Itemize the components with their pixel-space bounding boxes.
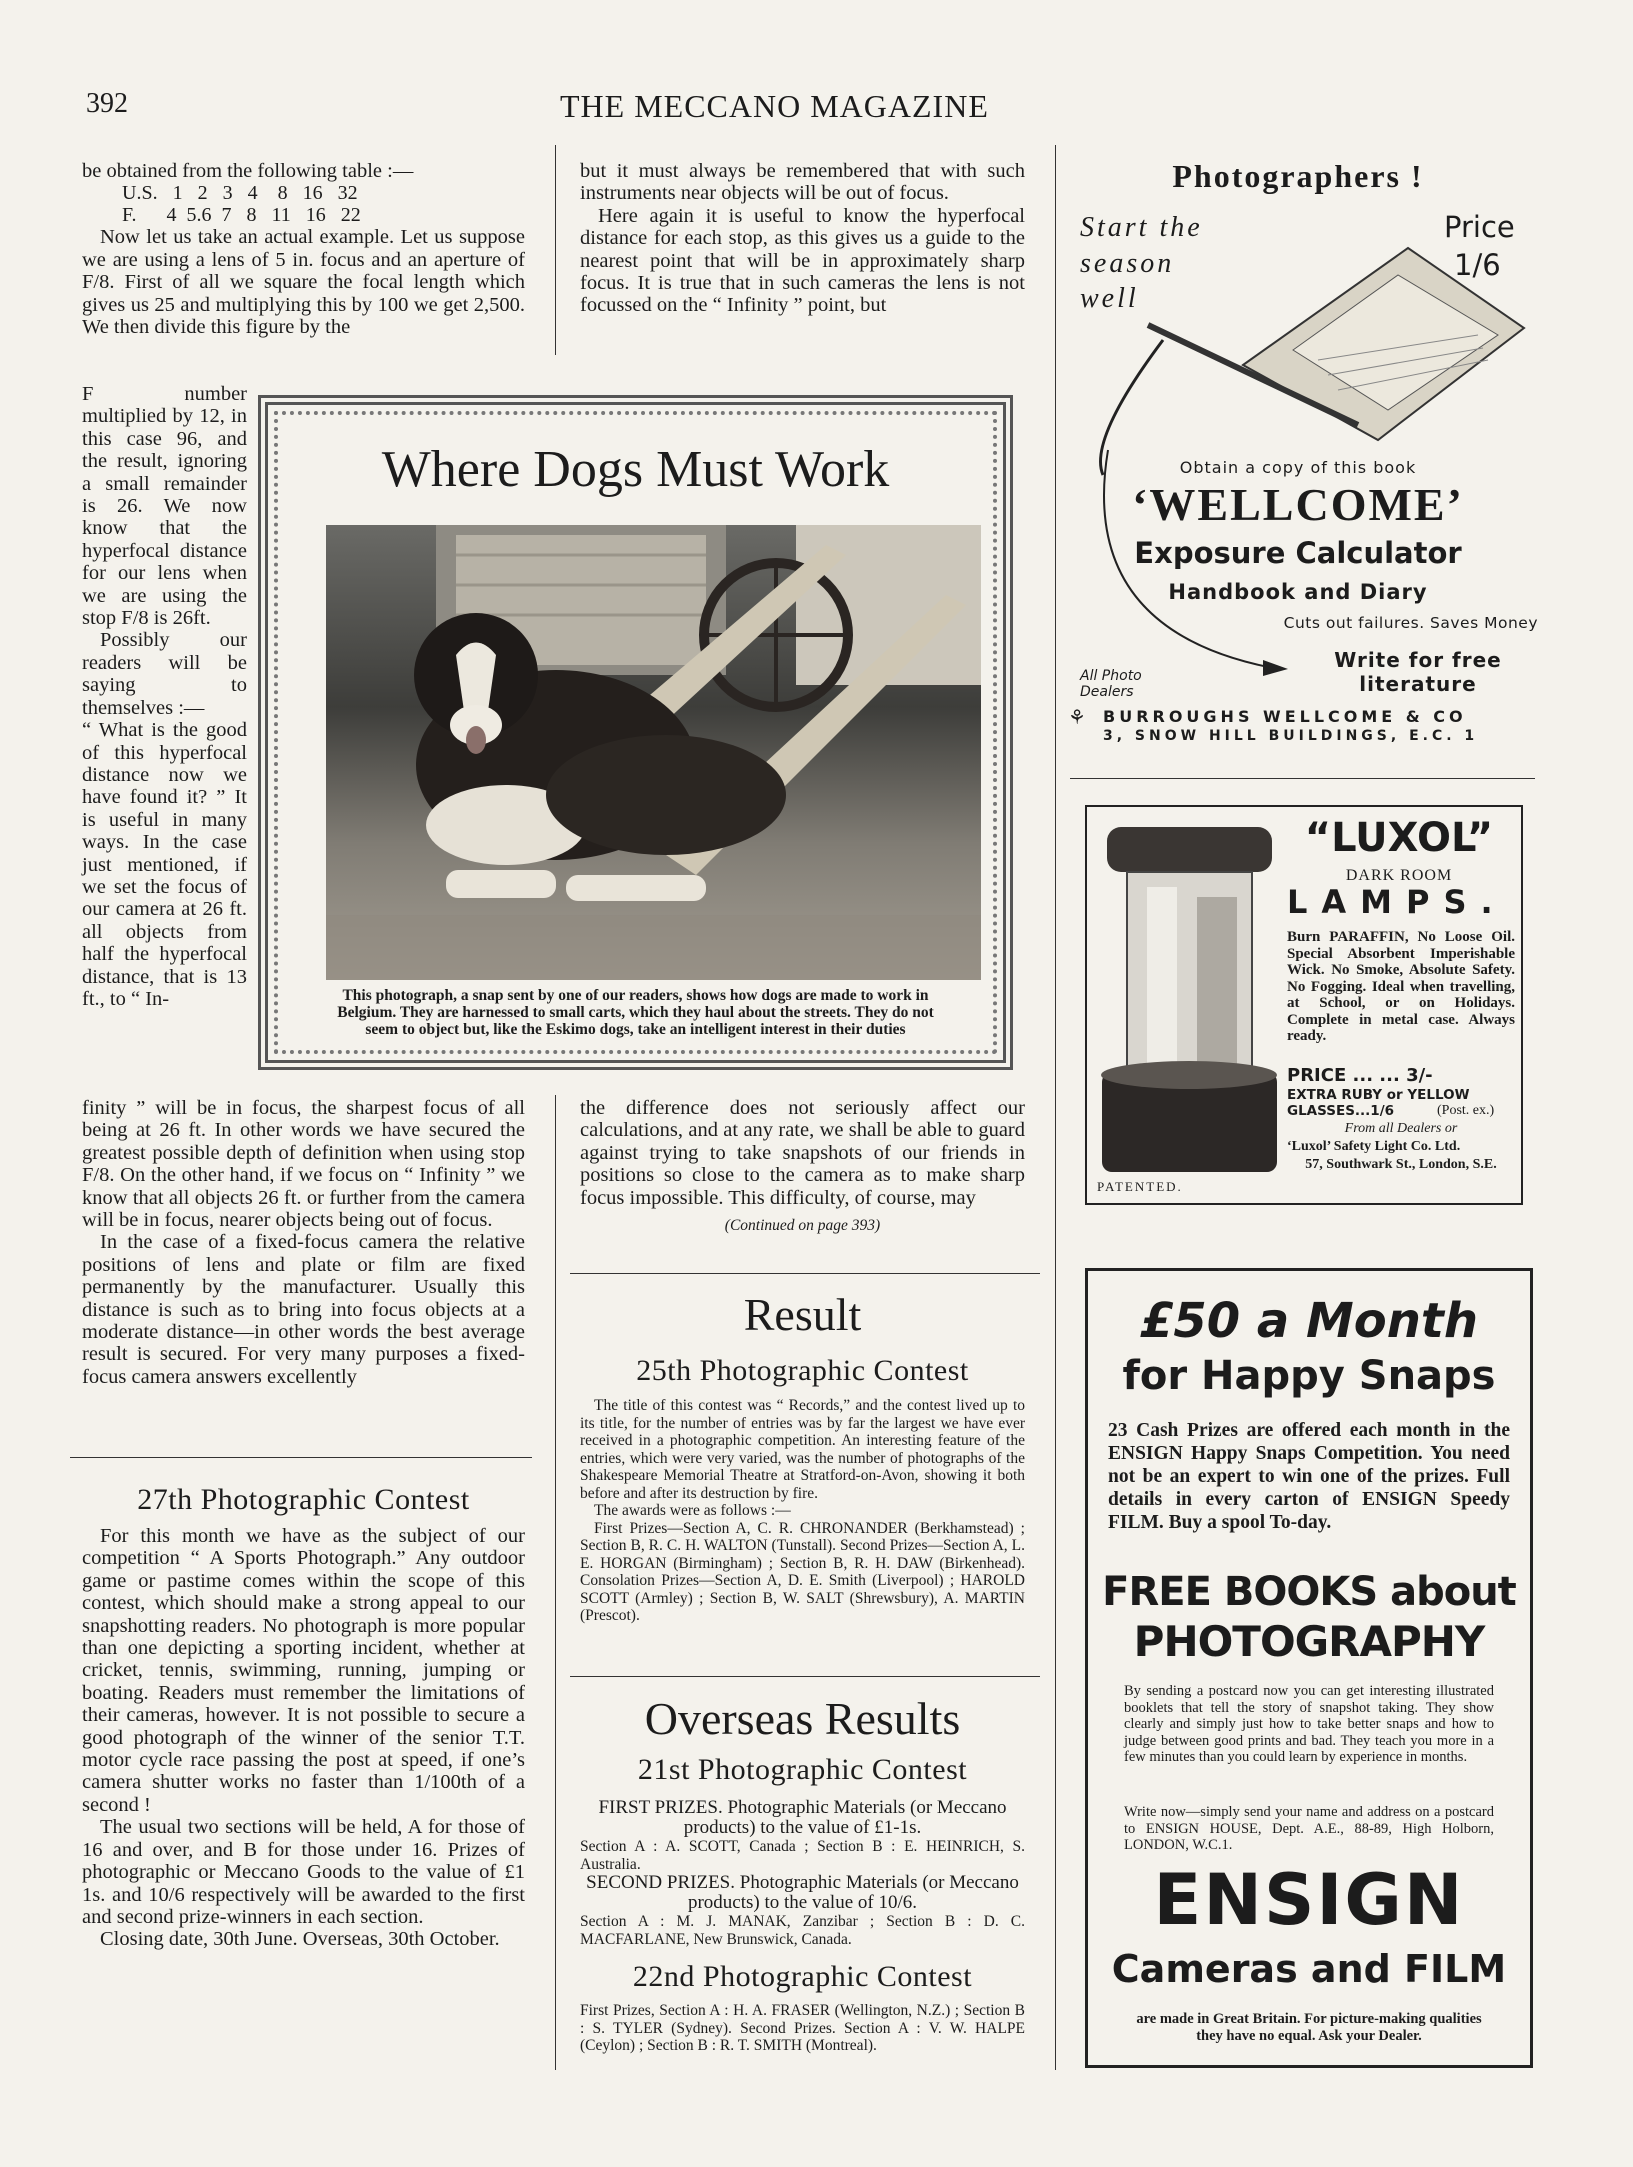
luxol-patented: PATENTED. <box>1097 1179 1183 1194</box>
photo-caption: This photograph, a snap sent by one of our readers, shows how dogs are made to work in Belgium. They are harnessed to small carts, which they haul about the streets. They do not seem to object but, like the Eskimo dogs, take an intelligent interest in their duties <box>337 987 934 1038</box>
ensign-free2: PHOTOGRAPHY <box>1133 1617 1485 1666</box>
luxol-company: ‘Luxol’ Safety Light Co. Ltd. <box>1287 1139 1461 1154</box>
ensign-advert <box>1085 1268 1533 2068</box>
paragraph: F number multiplied by 12, in this case 96, and the result, ignoring a small remainder is 26. We now know that the hyperfocal distance for our lens when we are using the stop F/8 is 26ft. <box>82 383 247 630</box>
ad-tagline-2: season <box>1080 248 1175 279</box>
article-col2-top <box>580 160 1025 317</box>
paragraph: Section A : M. J. MANAK, Zanzibar ; Section B : D. C. MACFARLANE, New Brunswick, Canada. <box>580 1913 1025 1948</box>
ad-tagline-3: well <box>1080 283 1139 314</box>
luxol-from: From all Dealers or <box>1344 1121 1458 1136</box>
paragraph: but it must always be remembered that with such instruments near objects will be out of focus. <box>580 160 1025 205</box>
ad-obtain: Obtain a copy of this book <box>1179 458 1417 477</box>
paragraph: be obtained from the following table :— <box>82 160 414 182</box>
ad-headline: Photographers ! <box>1172 158 1424 194</box>
section-rule <box>70 1457 532 1458</box>
table-f-row: F. 4 5.6 7 8 11 16 22 <box>122 204 361 227</box>
ensign-foot: are made in Great Britain. For picture-making qualities they have no equal. Ask your Dealer. <box>1136 2011 1482 2044</box>
ensign-free1: FREE BOOKS about <box>1102 1569 1516 1615</box>
article-col1-bottom <box>82 1097 525 1388</box>
ad-product: Exposure Calculator <box>1134 536 1462 570</box>
article-col1-narrow <box>82 383 247 1010</box>
ad-address: 3, SNOW HILL BUILDINGS, E.C. 1 <box>1103 728 1479 744</box>
paragraph: the difference does not seriously affect our calculations, and at any rate, we shall be able to guard against trying to take snapshots of our friends in positions so close to the camera as to make sharp focus impossible. This difficulty, of course, may <box>580 1097 1025 1209</box>
contest27-body <box>82 1525 525 1951</box>
luxol-brand: “LUXOL” <box>1304 815 1494 861</box>
magazine-title: THE MECCANO MAGAZINE <box>560 88 989 124</box>
ad-dealers: All Photo Dealers <box>1080 668 1142 700</box>
paragraph: Section A : A. SCOTT, Canada ; Section B : E. HEINRICH, S. Australia. <box>580 1838 1025 1873</box>
luxol-postex: (Post. ex.) <box>1437 1103 1495 1118</box>
ad-sub: Handbook and Diary <box>1168 580 1428 604</box>
ensign-body: 23 Cash Prizes are offered each month in the ENSIGN Happy Snaps Competition. You need not be an expert to win one of the prizes. Full details in every carton of ENSIGN Speedy FILM. Buy a spool To-day. <box>1108 1420 1510 1533</box>
ensign-logo: ENSIGN <box>1153 1859 1465 1941</box>
luxol-price: PRICE ... ... 3/- <box>1287 1065 1433 1086</box>
paragraph: SECOND PRIZES. Photographic Materials (or Meccano products) to the value of 10/6. <box>586 1872 1019 1913</box>
luxol-extra: EXTRA RUBY or YELLOW GLASSES...1/6 <box>1287 1087 1470 1119</box>
ensign-head1: £50 a Month <box>1139 1293 1479 1349</box>
paragraph: Closing date, 30th June. Overseas, 30th October. <box>100 1928 500 1951</box>
luxol-body: Burn PARAFFIN, No Loose Oil. Special Absorbent Imperishable Wick. No Smoke, Absolute Safety. No Fogging. Ideal when travelling, at School, or on Holidays. Complete in metal case. Always ready. <box>1287 929 1515 1044</box>
wellcome-advert <box>1058 150 1538 760</box>
luxol-lamps: LAMPS. <box>1287 883 1507 921</box>
section-rule <box>570 1676 1040 1677</box>
paragraph: The awards were as follows :— <box>594 1502 791 1519</box>
luxol-advert <box>1085 805 1523 1205</box>
section-rule <box>570 1273 1040 1274</box>
paragraph: “ What is the good of this hyperfocal distance now we have found it? ” It is useful in many ways. In the case just mentioned, if we set the focus of our camera at 26 ft. all objects from half the hyperfocal distance, that is 13 ft., to “ In- <box>82 719 247 1010</box>
paragraph: Possibly our readers will be saying to themselves :— <box>82 629 247 719</box>
ad-company: BURROUGHS WELLCOME & CO <box>1103 707 1467 726</box>
company-logo-icon: ⚘ <box>1068 705 1086 729</box>
result-subtitle: 25th Photographic Contest <box>636 1354 969 1387</box>
overseas-22-body: First Prizes, Section A : H. A. FRASER (Wellington, N.Z.) ; Section B : S. TYLER (Sydney). Second Prizes. Section A : V. W. HALPE (Ceylon) ; Section B : R. T. SMITH (Montreal). <box>580 2002 1025 2054</box>
ad-cuts: Cuts out failures. Saves Money <box>1283 614 1538 632</box>
overseas-subtitle-21: 21st Photographic Contest <box>637 1753 968 1786</box>
ad-price: 1/6 <box>1454 248 1501 282</box>
paragraph: In the case of a fixed-focus camera the relative positions of lens and plate or film are fixed permanently by the manufacturer. Usually this distance is such as to bring into focus objects at a moderate distance—in other words the best average result is secured. For very many purposes a fixed-focus camera answers excellently <box>82 1231 525 1388</box>
article-col2-bottom <box>580 1097 1025 1237</box>
luxol-address: 57, Southwark St., London, S.E. <box>1305 1157 1497 1172</box>
overseas-21-body <box>580 1798 1025 1948</box>
paragraph: FIRST PRIZES. Photographic Materials (or Meccano products) to the value of £1-1s. <box>598 1797 1007 1838</box>
arrow-icon <box>1088 440 1308 690</box>
ad-tagline-1: Start the <box>1080 212 1203 243</box>
overseas-subtitle-22: 22nd Photographic Contest <box>632 1960 973 1993</box>
column-rule <box>1055 145 1056 2070</box>
paragraph: Now let us take an actual example. Let us suppose we are using a lens of 5 in. focus and an aperture of F/8. First of all we square the focal length which gives us 25 and multiplying this by 100 we get 2,500. We then divide this figure by the <box>82 226 525 339</box>
luxol-sub: DARK ROOM <box>1345 867 1453 884</box>
photo-feature-title: Where Dogs Must Work <box>381 441 890 498</box>
page-number: 392 <box>86 88 128 119</box>
ensign-head2: for Happy Snaps <box>1122 1353 1496 1399</box>
contest27-title: 27th Photographic Contest <box>137 1483 470 1516</box>
paragraph: The usual two sections will be held, A for those of 16 and over, and B for those under 16. Prizes of photographic or Meccano Goods to the value of £1 1s. and 10/6 respectively will be awarded to the first and second prize-winners in each section. <box>82 1816 525 1928</box>
ad-rule <box>1070 778 1535 779</box>
paragraph: For this month we have as the subject of our competition “ A Sports Photograph.” Any outdoor game or pastime comes within the scope of this contest, which should make a strong appeal to our snapshotting readers. No photograph is more popular than one depicting a sporting incident, whether at cricket, tennis, swimming, running, jumping or boating. Readers must remember the limitations of their cameras, however. It is not possible to secure a good photograph of the winner of the senior T.T. motor cycle race passing the post at speed, if one’s camera shutter works no faster than 1/100th of a second ! <box>82 1525 525 1816</box>
ad-write: Write for free literature <box>1334 648 1502 696</box>
table-us-row: U.S. 1 2 3 4 8 16 32 <box>122 182 358 205</box>
ad-price-label: Price <box>1444 210 1515 244</box>
result-body <box>580 1397 1025 1625</box>
continued-note: (Continued on page 393) <box>724 1217 881 1235</box>
photo-feature-box <box>258 395 1013 1070</box>
paragraph: First Prizes—Section A, C. R. CHRONANDER (Berkhamstead) ; Section B, R. C. H. WALTON (Tunstall). Second Prizes—Section A, L. E. HORGAN (Birmingham) ; Section B, R. H. DAW (Birkenhead). Consolation Prizes—Section A, D. E. Smith (Liverpool) ; HAROLD SCOTT (Armley) ; Section B, W. SALT (Shrewsbury), A. MARTIN (Prescot). <box>580 1519 1025 1624</box>
ensign-p1: By sending a postcard now you can get interesting illustrated booklets that tell the story of snapshot taking. They show clearly and simply just how to take better snaps and how to judge between good prints and bad. They teach you more in a few minutes than you could learn by experience in months. <box>1124 1683 1494 1765</box>
column-rule <box>555 1095 556 2070</box>
paragraph: Here again it is useful to know the hyperfocal distance for each stop, as this gives us a guide to the nearest point that will be in approximately sharp focus. It is true that in such cameras the lens is not focussed on the “ Infinity ” point, but <box>580 204 1025 317</box>
column-rule <box>555 145 556 355</box>
ensign-p2: Write now—simply send your name and address on a postcard to ENSIGN HOUSE, Dept. A.E., 88-89, High Holborn, LONDON, W.C.1. <box>1124 1804 1494 1853</box>
result-title: Result <box>743 1289 862 1340</box>
dog-cart-photo <box>326 525 981 980</box>
article-col1-top <box>82 160 525 338</box>
paragraph: The title of this contest was “ Records,” and the contest lived up to its title, for the number of entries was by far the largest we have ever received in a photographic competition. An interesting feature of the entries, which were very varied, was the number of photographs of the Shakespeare Memorial Theatre at Stratford-on-Avon, showing it both before and after its destruction by fire. <box>580 1397 1025 1502</box>
ensign-logo-sub: Cameras and FILM <box>1111 1947 1507 1991</box>
ad-brand: ‘WELLCOME’ <box>1132 479 1464 530</box>
lamp-icon <box>1097 817 1282 1177</box>
overseas-title: Overseas Results <box>644 1693 961 1744</box>
paragraph: finity ” will be in focus, the sharpest focus of all being at 26 ft. In other words we have secured the greatest possible depth of definition when using stop F/8. On the other hand, if we focus on “ Infinity ” we know that all objects 26 ft. or further from the camera will be in focus, nearer objects being out of focus. <box>82 1097 525 1232</box>
